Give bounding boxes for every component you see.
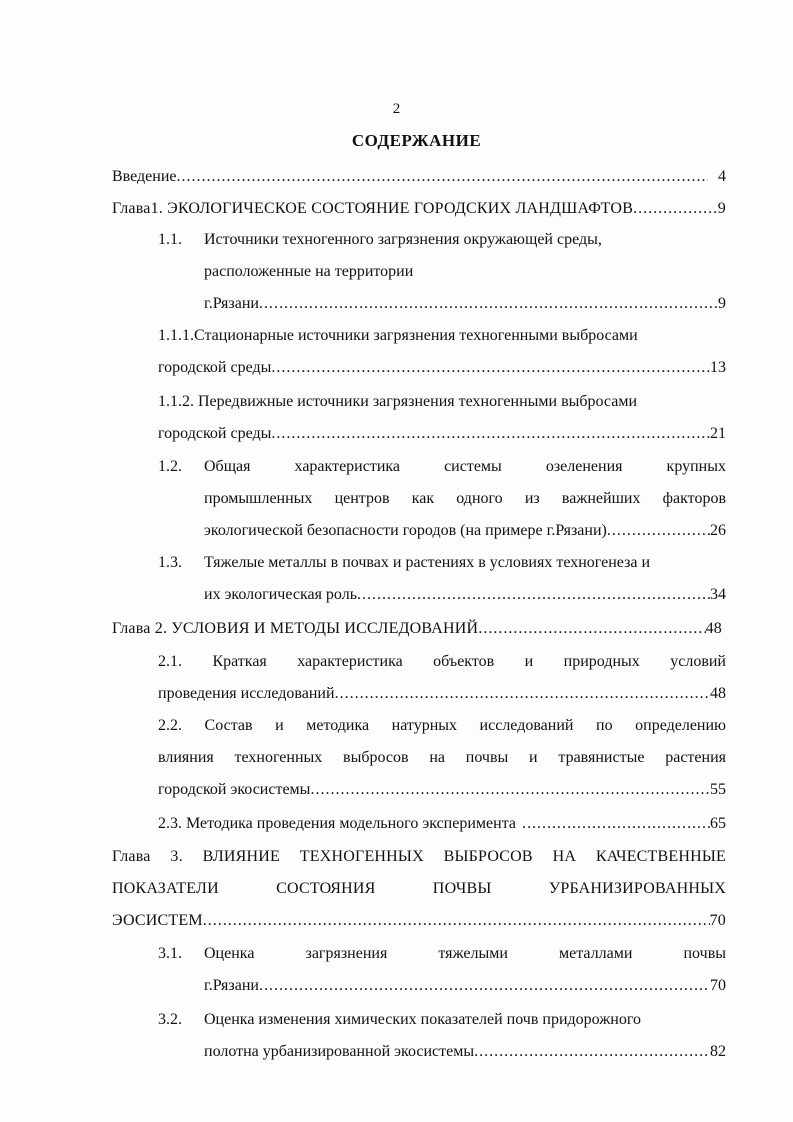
toc-text: ЭОСИСТЕМ: [112, 912, 203, 929]
toc-section-2-2-line-2[interactable]: влияния техногенных выбросов на почвы и травянистые растения: [158, 749, 726, 766]
toc-section-1-1-line-1[interactable]: Источники техногенного загрязнения окружающей среды,: [204, 231, 602, 248]
toc-section-1-3-line-1[interactable]: Тяжелые металлы в почвах и растениях в условиях техногенеза и: [204, 554, 651, 571]
toc-leader: [177, 167, 709, 187]
toc-section-1-2-line-2[interactable]: промышленных центров как одного из важнейших факторов: [204, 490, 726, 507]
toc-section-number: 3.1.: [158, 945, 182, 962]
toc-section-1-1-1-line-2[interactable]: [158, 358, 726, 378]
toc-leader: [357, 585, 710, 605]
toc-leader: [259, 976, 710, 996]
toc-leader: [203, 911, 710, 931]
toc-page: 65: [710, 815, 726, 832]
toc-section-3-2-line-1[interactable]: Оценка изменения химических показателей почв придорожного: [204, 1011, 642, 1028]
toc-leader: [607, 521, 710, 541]
toc-leader: [310, 780, 710, 800]
toc-section-number: 1.2.: [158, 458, 182, 475]
toc-text: их экологическая роль: [204, 586, 357, 603]
toc-section-3-1-line-1[interactable]: Оценка загрязнения тяжелыми металлами почвы: [204, 945, 726, 962]
toc-chapter-3-line-2[interactable]: ПОКАЗАТЕЛИ СОСТОЯНИЯ ПОЧВЫ УРБАНИЗИРОВАННЫХ: [112, 880, 726, 897]
page-number: 2: [392, 101, 401, 117]
toc-leader: [516, 814, 710, 834]
toc-page: 4: [718, 168, 726, 185]
toc-page: 70: [709, 912, 726, 929]
page-title: СОДЕРЖАНИЕ: [351, 131, 482, 150]
toc-section-1-2-line-1[interactable]: Общая характеристика системы озеленения крупных: [204, 458, 726, 475]
toc-text: г.Рязани: [204, 977, 259, 994]
toc-section-1-1-line-3[interactable]: [204, 294, 726, 314]
toc-leader: [335, 684, 710, 704]
toc-chapter-3-line-1[interactable]: Глава 3. ВЛИЯНИЕ ТЕХНОГЕННЫХ ВЫБРОСОВ НА КАЧЕСТВЕННЫЕ: [112, 848, 726, 865]
toc-page: 34: [710, 586, 726, 603]
toc-text: Введение: [112, 168, 177, 185]
toc-section-2-2-line-1[interactable]: 2.2. Состав и методика натурных исследований по определению: [158, 717, 726, 734]
toc-section-1-1-2-line-2[interactable]: [158, 424, 726, 444]
toc-section-2-2-line-3[interactable]: [158, 780, 726, 800]
toc-text: городской экосистемы: [158, 781, 311, 798]
toc-leader: [271, 358, 710, 378]
toc-section-2-3[interactable]: [158, 814, 726, 834]
toc-section-1-2-line-3[interactable]: [204, 521, 726, 541]
toc-text: проведения исследований: [158, 685, 335, 702]
toc-page: 55: [710, 781, 726, 798]
toc-text: 2.3. Методика проведения модельного эксперимента: [158, 815, 516, 832]
toc-page: 70: [710, 977, 726, 994]
toc-text: городской среды: [158, 425, 272, 442]
toc-section-1-1-1-line-1[interactable]: 1.1.1.Стационарные источники загрязнения техногенными выбросами: [158, 327, 638, 344]
toc-section-1-3-line-2[interactable]: [204, 585, 726, 605]
toc-text: городской среды: [158, 359, 272, 376]
toc-section-2-1-line-1[interactable]: 2.1. Краткая характеристика объектов и природных условий: [158, 653, 726, 670]
toc-text: Глава 2. УСЛОВИЯ И МЕТОДЫ ИССЛЕДОВАНИЙ: [112, 620, 479, 637]
toc-text: экологической безопасности городов (на примере г.Рязани): [204, 522, 607, 539]
toc-section-1-1-line-2[interactable]: расположенные на территории: [204, 263, 414, 280]
toc-chapter-3-line-3[interactable]: [112, 911, 726, 931]
toc-page: 21: [710, 425, 726, 442]
toc-text: Глава1. ЭКОЛОГИЧЕСКОЕ СОСТОЯНИЕ ГОРОДСКИХ ЛАНДШАФТОВ: [112, 200, 634, 217]
toc-section-3-2-line-2[interactable]: [204, 1042, 726, 1062]
toc-page: 9: [718, 295, 726, 312]
toc-text: полотна урбанизированной экосистемы: [204, 1043, 475, 1060]
toc-section-number: 1.3.: [158, 554, 182, 571]
toc-chapter-1[interactable]: [112, 199, 726, 219]
toc-section-number: 1.1.: [158, 231, 182, 248]
toc-chapter-2[interactable]: [112, 619, 722, 639]
toc-page: 13: [710, 359, 726, 376]
toc-page: 26: [710, 522, 726, 539]
toc-leader: [271, 424, 710, 444]
toc-leader: [478, 619, 705, 639]
toc-intro[interactable]: [112, 167, 726, 187]
toc-section-1-1-2-line-1[interactable]: 1.1.2. Передвижные источники загрязнения техногенными выбросами: [158, 393, 638, 410]
toc-page: 48: [705, 620, 722, 637]
toc-section-2-1-line-2[interactable]: [158, 684, 726, 704]
toc-text: г.Рязани: [204, 295, 259, 312]
toc-section-3-1-line-2[interactable]: [204, 976, 726, 996]
toc-page: 48: [710, 685, 726, 702]
toc-page: 9: [717, 200, 726, 217]
toc-leader: [259, 294, 718, 314]
toc-page: 82: [710, 1043, 726, 1060]
toc-section-number: 3.2.: [158, 1011, 182, 1028]
toc-leader: [633, 199, 718, 219]
toc-leader: [474, 1042, 710, 1062]
